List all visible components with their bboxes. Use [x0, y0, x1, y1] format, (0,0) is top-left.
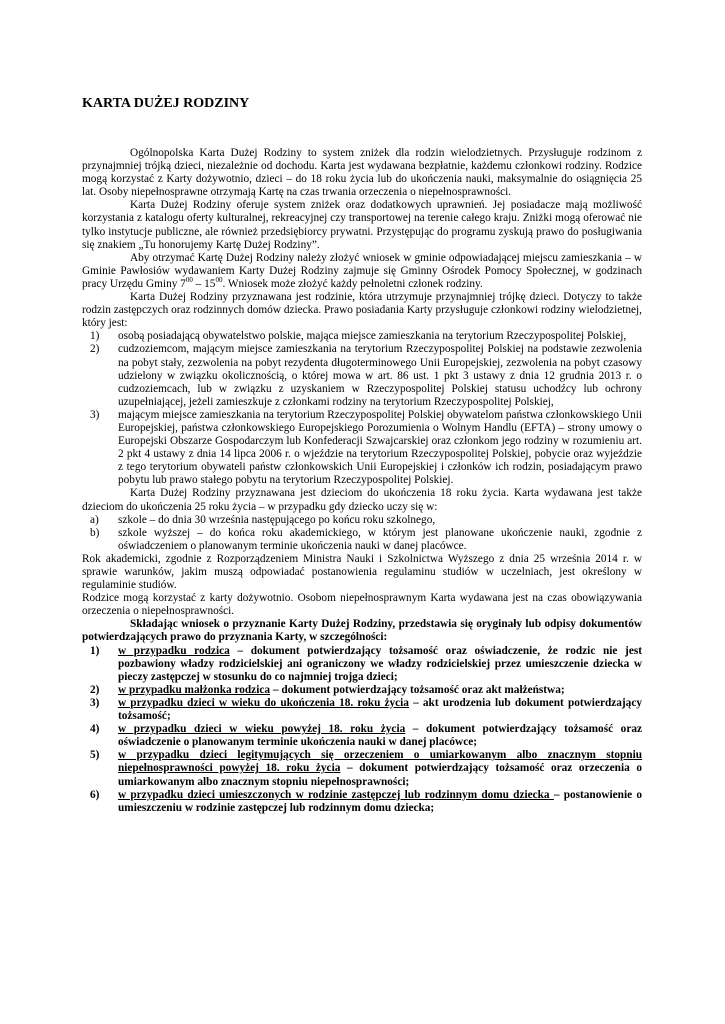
how-to-apply-text-c: . Wniosek może złożyć każdy pełnoletni członek rodziny.	[222, 277, 483, 290]
hours-start-minutes: 00	[185, 276, 193, 285]
hours-end-minutes: 00	[215, 276, 223, 285]
list-item-text	[118, 723, 642, 749]
list-item-case: w przypadku dzieci w wieku powyżej 18. roku życia	[118, 723, 406, 736]
list-item-text: osobą posiadającą obywatelstwo polskie, mająca miejsce zamieszkania na terytorium Rzeczypospolitej Polskiej,	[118, 330, 627, 343]
document-page	[82, 96, 642, 815]
list-item	[82, 330, 642, 343]
list-item	[82, 645, 642, 684]
paragraph-documents: Składając wniosek o przyznanie Karty Dużej Rodziny, przedstawia się oryginały lub odpisy dokumentów potwierdzających prawo do przyznania Karty, w szczególności:	[82, 618, 642, 644]
list-item-text: mającym miejsce zamieszkania na terytorium Rzeczypospolitej Polskiej obywatelom państwa członkowskiego Unii Europejskiej, państwa członkowskiego Europejskiego Porozumienia o Wolnym Handlu (EFTA) – strony umowy o Europejski Obszarze Gospodarczym lub Konfederacji Szwajcarskiej oraz członkom jego rodziny w rozumieniu art. 2 pkt 4 ustawy z dnia 14 lipca 2006 r. o wjeździe na terytorium Rzeczypospolitej Polskiej, pobycie oraz wyjeździe z tego terytorium obywateli państw członkowskich Unii Europejskiej i członków ich rodzin, posiadającym prawo pobytu lub prawo stałego pobytu na terytorium Rzeczypospolitej Polskiej.	[118, 408, 642, 487]
list-item-text	[118, 684, 642, 697]
list-item-number: 2)	[90, 683, 100, 696]
list-item-number: 6)	[90, 788, 100, 801]
list-item	[82, 697, 642, 723]
list-item-requirement: – dokument potwierdzający tożsamość oraz orzeczenia o umiarkowanym albo znacznym stopniu niepełnosprawności;	[118, 762, 642, 788]
how-to-apply-text-a: Aby otrzymać Kartę Dużej Rodziny należy złożyć wniosek w gminie odpowiadającej miejscu zamieszkania – w Gminie Pawłosiów wydawaniem Karty Dużej Rodziny zajmuje się Gminny Ośrodek Pomocy Społecznej, w godzinach pracy Urzędu Gminy 7	[82, 251, 642, 290]
list-item-text: cudzoziemcom, mającym miejsce zamieszkania na terytorium Rzeczypospolitej Polskiej na podstawie zezwolenia na pobyt stały, zezwolenia na pobyt rezydenta długoterminowego Unii Europejskiej, zezwolenia na pobyt czasowy udzielony w związku okolicznością, o której mowa w art. 86 ust. 1 pkt 3 ustawy z dnia 12 grudnia 2013 r. o cudzoziemcach, lub w związku z uzyskaniem w Rzeczypospolitej Polskiej statusu uchodźcy lub ochrony uzupełniającej, jeżeli zamieszkuje z członkami rodziny na terytorium Rzeczypospolitej Polskiej,	[118, 343, 642, 408]
paragraph-how-to-apply	[82, 252, 642, 291]
list-item-number: b)	[90, 526, 100, 539]
list-item	[82, 343, 642, 408]
paragraph-parents: Rodzice mogą korzystać z karty dożywotnio. Osobom niepełnosprawnym Karta wydawana jest na czas obowiązywania orzeczenia o niepełnosprawności.	[82, 592, 642, 618]
paragraph-children-age: Karta Dużej Rodziny przyznawana jest dzieciom do ukończenia 18 roku życia. Karta wydawana jest także dzieciom do ukończenia 25 roku życia – w przypadku gdy dziecko uczy się w:	[82, 487, 642, 513]
eligibility-list	[82, 330, 642, 487]
list-item-requirement: – akt urodzenia lub dokument potwierdzający tożsamość;	[118, 696, 642, 723]
list-item-requirement: – dokument potwierdzający tożsamość oraz oświadczenie, że rodzic nie jest pozbawiony władzy rodzicielskiej ani ograniczony we władzy rodzicielskiej przez umieszczenie dziecka w pieczy zastępczej w stosunku do co najmniej trojga dzieci;	[118, 644, 642, 683]
how-to-apply-text-b: – 15	[192, 277, 216, 290]
list-item-number: 3)	[90, 696, 100, 709]
list-item-text	[118, 789, 642, 815]
list-item	[82, 749, 642, 788]
list-item-case: w przypadku dzieci w wieku do ukończenia 18. roku życia	[118, 696, 409, 709]
list-item-requirement: – dokument potwierdzający tożsamość oraz oświadczenie o planowanym terminie ukończenia nauki w danej placówce;	[118, 723, 642, 749]
document-title: KARTA DUŻEJ RODZINY	[82, 96, 250, 111]
list-item-number: 1)	[90, 644, 100, 657]
list-item-case: w przypadku małżonka rodzica	[118, 683, 271, 696]
list-item-text	[118, 645, 642, 684]
list-item-text: szkole – do dnia 30 września następującego po końcu roku szkolnego,	[118, 513, 436, 526]
list-item-case: w przypadku rodzica	[118, 644, 230, 657]
list-item-requirement: – postanowienie o umieszczeniu w rodzinie zastępczej lub rodzinnym domu dziecka;	[118, 788, 642, 814]
list-item-number: 2)	[90, 343, 100, 356]
paragraph-eligibility: Karta Dużej Rodziny przyznawana jest rodzinie, która utrzymuje przynajmniej trójkę dzieci. Dotyczy to także rodzin zastępczych oraz rodzinnych domów dziecka. Prawo posiadania Karty przysługuje członkowi rodziny wielodzietnej, który jest:	[82, 291, 642, 330]
list-item	[82, 527, 642, 553]
list-item-number: 4)	[90, 723, 100, 736]
paragraph-benefits: Karta Dużej Rodziny oferuje system zniżek oraz dodatkowych uprawnień. Jej posiadacze mają możliwość korzystania z katalogu oferty kulturalnej, rekreacyjnej czy transportowej na terenie całego kraju. Zniżki mogą oferować nie tylko instytucje publiczne, ale również przedsiębiorcy prywatni. Przystępując do programu zyskują prawo do posługiwania się znakiem „Tu honorujemy Kartę Dużej Rodziny”.	[82, 199, 642, 251]
list-item-case: w przypadku dzieci umieszczonych w rodzinie zastępczej lub rodzinnym domu dziecka	[118, 788, 554, 801]
list-item-number: 5)	[90, 749, 100, 762]
documents-list	[82, 645, 642, 815]
list-item	[82, 514, 642, 527]
school-list	[82, 514, 642, 553]
list-item	[82, 723, 642, 749]
list-item-number: 3)	[90, 408, 100, 421]
list-item-requirement: – dokument potwierdzający tożsamość oraz akt małżeństwa;	[270, 683, 565, 696]
list-item-text	[118, 749, 642, 788]
paragraph-academic-year: Rok akademicki, zgodnie z Rozporządzeniem Ministra Nauki i Szkolnictwa Wyższego z dnia 25 września 2014 r. w sprawie warunków, jakim muszą odpowiadać postanowienia regulaminu studiów w uczelniach, jest określony w regulaminie studiów.	[82, 552, 642, 592]
list-item-number: a)	[90, 513, 99, 526]
paragraph-intro: Ogólnopolska Karta Dużej Rodziny to system zniżek dla rodzin wielodzietnych. Przysługuje rodzinom z przynajmniej trójką dzieci, niezależnie od dochodu. Karta jest wydawana bezpłatnie, każdemu członkowi rodziny. Rodzice mogą korzystać z Karty dożywotnio, dzieci – do 18 roku życia lub do ukończenia nauki, maksymalnie do osiągnięcia 25 lat. Osoby niepełnosprawne otrzymają Kartę na czas trwania orzeczenia o niepełnosprawności.	[82, 147, 642, 199]
list-item	[82, 409, 642, 488]
list-item-text: szkole wyższej – do końca roku akademickiego, w którym jest planowane ukończenie nauki, zgodnie z oświadczeniem o planowanym terminie ukończenia nauki w danej placówce.	[118, 526, 642, 552]
list-item-number: 1)	[90, 330, 100, 343]
list-item	[82, 684, 642, 697]
list-item-case: w przypadku dzieci legitymujących się orzeczeniem o umiarkowanym albo znacznym stopniu niepełnosprawności powyżej 18. roku życia	[118, 749, 642, 775]
list-item	[82, 789, 642, 815]
list-item-text	[118, 697, 642, 723]
